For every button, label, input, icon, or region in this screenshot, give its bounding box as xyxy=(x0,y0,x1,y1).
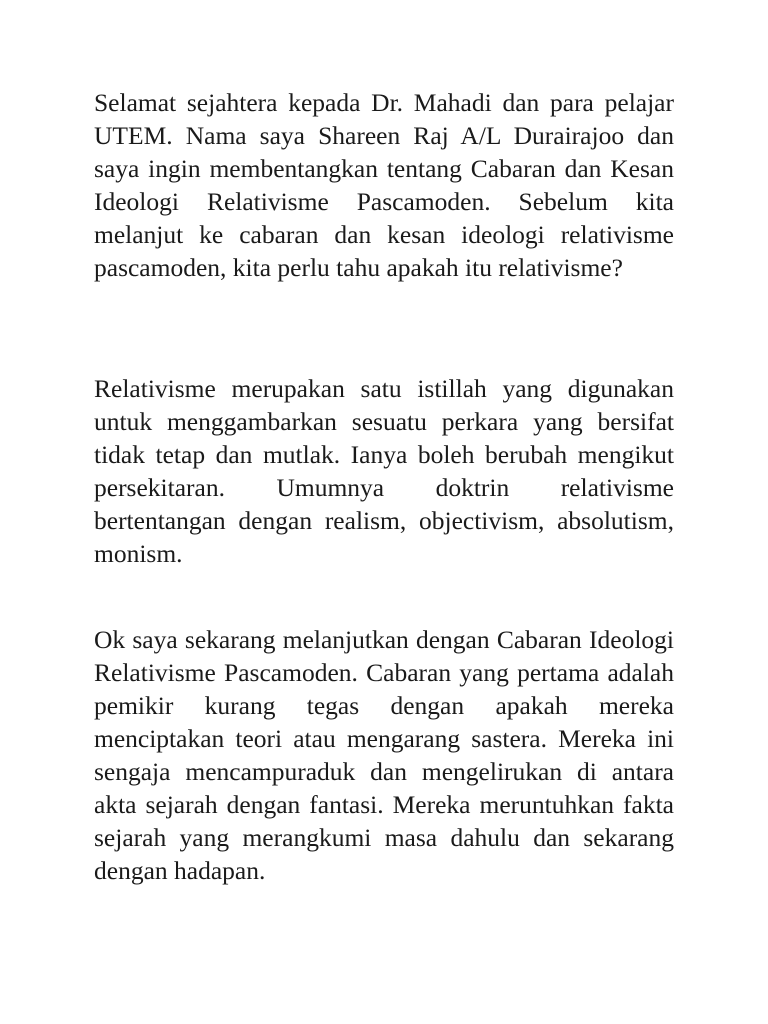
paragraph-challenges: Ok saya sekarang melanjutkan dengan Cabaran Ideologi Relativisme Pascamoden. Cabaran yang pertama adalah pemikir kurang tegas dengan apakah mereka menciptakan teori atau mengarang sastera. Mereka ini sengaja mencampuraduk dan mengelirukan di antara akta sejarah dengan fantasi. Mereka meruntuhkan fakta sejarah yang merangkumi masa dahulu dan sekarang dengan hadapan. xyxy=(94,625,674,885)
paragraph-definition: Relativisme merupakan satu istillah yang digunakan untuk menggambarkan sesuatu perkara yang bersifat tidak tetap dan mutlak. Ianya boleh berubah mengikut persekitaran. Umumnya doktrin relativisme bertentangan dengan realism, objectivism, absolutism, monism. xyxy=(94,374,674,568)
paragraph-introduction: Selamat sejahtera kepada Dr. Mahadi dan para pelajar UTEM. Nama saya Shareen Raj A/L Durairajoo dan saya ingin membentangkan tentang Cabaran dan Kesan Ideologi Relativisme Pascamoden. Sebelum kita melanjut ke cabaran dan kesan ideologi relativisme pascamoden, kita perlu tahu apakah itu relativisme? xyxy=(94,88,674,282)
